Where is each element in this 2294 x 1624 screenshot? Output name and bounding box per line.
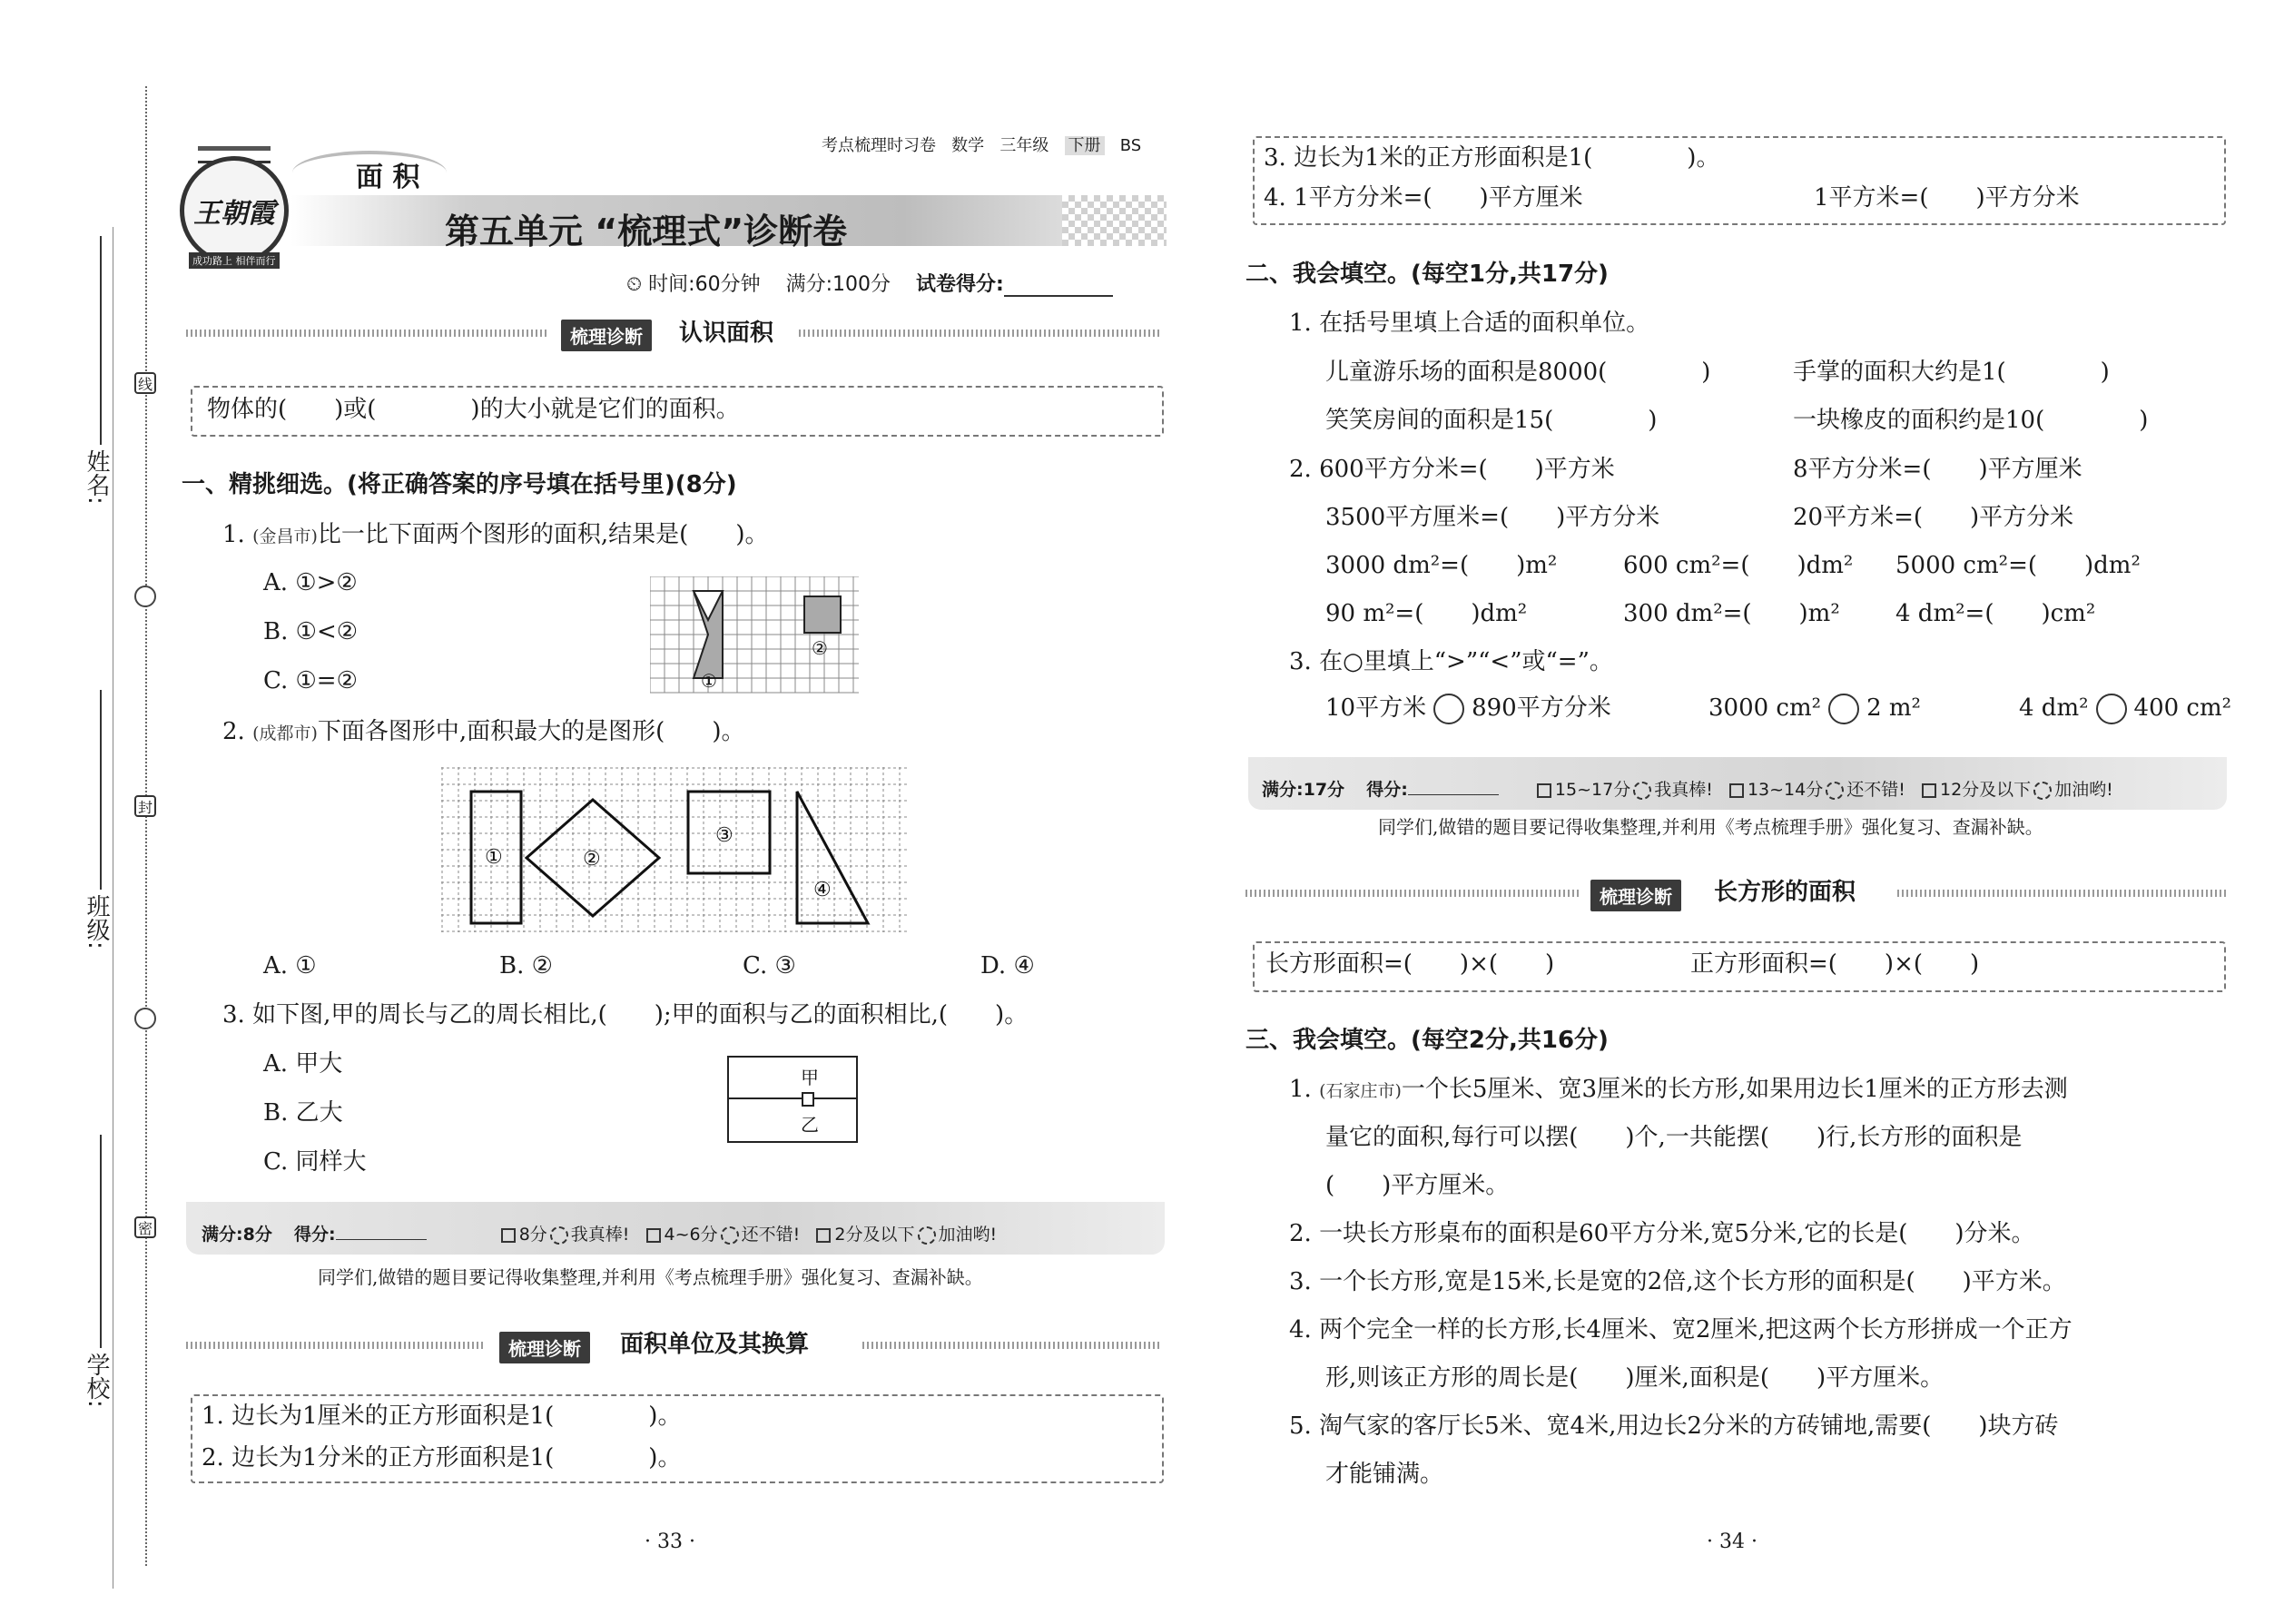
school-label: 学校: (83, 1353, 110, 1408)
p2-q2-a: 2. 600平方分米=( )平方米 (1289, 456, 1615, 483)
class-label: 班级: (83, 894, 110, 950)
page-number: · 33 · (645, 1530, 695, 1553)
score-full: 满分:8分 (202, 1225, 272, 1245)
seal-secret: 密 (134, 1216, 156, 1238)
score-level-c: 2分及以下 (834, 1225, 915, 1245)
p3-q2: 2. 一块长方形桌布的面积是60平方分米,宽5分米,它的长是( )分米。 (1289, 1220, 2035, 1247)
q3-option-b[interactable]: B. 乙大 (263, 1099, 343, 1127)
compare-a-left: 10平方米 (1325, 694, 1427, 722)
name-underline[interactable] (100, 236, 102, 445)
compare-circle[interactable] (1828, 694, 1859, 724)
logo (171, 136, 298, 272)
part2-title: 二、我会填空。(每空1分,共17分) (1245, 261, 1609, 288)
q1-grid-figure (650, 576, 859, 694)
section-rule (186, 1342, 486, 1349)
checkbox[interactable] (501, 1228, 516, 1243)
term: 下册 (1065, 136, 1105, 155)
logo-slogan (189, 252, 280, 269)
section-tag: 梳理诊断 (1590, 880, 1681, 911)
p2-q1-c: 笑笑房间的面积是15( ) (1325, 407, 1658, 434)
review-note: 同学们,做错的题目要记得收集整理,并利用《考点梳理手册》强化复习、查漏补缺。 (318, 1266, 983, 1288)
p3-q5-line1: 5. 淘气家的客厅长5米、宽4米,用边长2分米的方砖铺地,需要( )块方砖 (1289, 1412, 2059, 1440)
name-label: 姓名: (83, 449, 110, 505)
compare-c-left: 4 dm² (2019, 694, 2089, 722)
binding-margin (0, 0, 172, 1624)
p2-q3-head: 3. 在○里填上“>”“<”或“=”。 (1289, 648, 1613, 675)
school-underline[interactable] (100, 1135, 102, 1348)
binding-hole-icon (134, 586, 156, 607)
compare-b-left: 3000 cm² (1708, 694, 1822, 722)
section-rule (862, 1342, 1162, 1349)
q1-source: (金昌市) (252, 527, 318, 546)
p2-q3-a (1325, 694, 1611, 724)
q2-option-d[interactable]: D. ④ (980, 952, 1035, 979)
compare-circle[interactable] (2096, 694, 2127, 724)
part3-title: 三、我会填空。(每空2分,共16分) (1245, 1027, 1609, 1054)
score-level-b-text: 还不错! (1846, 780, 1905, 800)
figure-2-label: ② (812, 637, 828, 659)
p3-q1-line2: 量它的面积,每行可以摆( )个,一共能摆( )行,长方形的面积是 (1325, 1124, 2023, 1151)
checkbox[interactable] (816, 1228, 831, 1243)
score-band-content (202, 1221, 997, 1245)
score-level-a-text: 我真棒! (570, 1225, 630, 1245)
p2-q2-e: 3000 dm²=( )m² (1325, 552, 1558, 579)
seal-seal: 封 (134, 795, 156, 817)
figure-yi-label: 乙 (801, 1114, 819, 1136)
p3-q1-text: 一个长5厘米、宽3厘米的长方形,如果用边长1厘米的正方形去测 (1401, 1076, 2068, 1103)
figure-4-label: ④ (813, 879, 832, 901)
header-info (822, 133, 1141, 156)
p3-q4-line2: 形,则该正方形的周长是( )厘米,面积是( )平方厘米。 (1325, 1364, 1944, 1392)
score-level-b-text: 还不错! (741, 1225, 801, 1245)
compare-c-right: 400 cm² (2133, 694, 2232, 722)
clock-icon: ⏲ (626, 273, 643, 296)
part1-title: 一、精挑细选。(将正确答案的序号填在括号里)(8分) (182, 471, 737, 498)
q2-source: (成都市) (252, 723, 318, 743)
units-line-3: 3. 边长为1米的正方形面积是1( )。 (1264, 144, 1720, 172)
figure-1-label: ① (701, 670, 717, 692)
p3-q1-source: (石家庄市) (1319, 1081, 1402, 1101)
p2-q2-i: 300 dm²=( )m² (1623, 600, 1840, 627)
edition: BS (1119, 136, 1142, 155)
binding-hole-icon (134, 1008, 156, 1029)
section-rule (1897, 890, 2226, 897)
q1-option-b[interactable]: B. ①<② (263, 618, 359, 645)
p2-q2-b: 8平方分米=( )平方厘米 (1793, 456, 2082, 483)
p2-q2-f: 600 cm²=( )dm² (1623, 552, 1854, 579)
formula-square: 正方形面积=( )×( ) (1690, 950, 1980, 978)
figure-1-label: ① (485, 846, 503, 869)
compare-circle[interactable] (1433, 694, 1464, 724)
score-band-content (1262, 776, 2113, 801)
score-level-c-text: 加油哟! (2054, 780, 2113, 800)
q1-option-a[interactable]: A. ①>② (263, 569, 358, 596)
section-title: 长方形的面积 (1714, 879, 1856, 906)
smile-icon (1826, 782, 1844, 800)
page-number: · 34 · (1707, 1530, 1757, 1553)
score-label: 试卷得分: (915, 273, 1004, 296)
units-line-4b: 1平方米=( )平方分米 (1814, 184, 2080, 212)
p2-q3-c (2019, 694, 2231, 724)
q2-option-a[interactable]: A. ① (263, 952, 317, 979)
score-input[interactable] (1004, 275, 1113, 297)
p3-q1-line3: ( )平方厘米。 (1325, 1172, 1510, 1199)
score-level-c: 12分及以下 (1939, 780, 2032, 800)
p3-q4-line1: 4. 两个完全一样的长方形,长4厘米、宽2厘米,把这两个长方形拼成一个正方 (1289, 1316, 2072, 1343)
units-line-4a: 4. 1平方分米=( )平方厘米 (1264, 184, 1583, 212)
review-note: 同学们,做错的题目要记得收集整理,并利用《考点梳理手册》强化复习、查漏补缺。 (1378, 816, 2043, 838)
compare-a-right: 890平方分米 (1472, 694, 1611, 722)
smile-icon (550, 1226, 568, 1245)
p2-q3-b (1708, 694, 1921, 724)
logo-badge (180, 156, 289, 265)
logo-slogan-right: 相伴而行 (235, 255, 276, 267)
checkbox[interactable] (646, 1228, 661, 1243)
page-title: 第五单元 “梳理式”诊断卷 (445, 212, 848, 251)
q1-text: 1. (金昌市)比一比下面两个图形的面积,结果是( )。 (222, 521, 769, 548)
cheer-icon (918, 1226, 936, 1245)
checkbox[interactable] (1537, 783, 1551, 798)
q2-stem: 下面各图形中,面积最大的是图形( )。 (317, 718, 745, 745)
figure-4-triangle (797, 792, 868, 923)
p2-q2-g: 5000 cm²=( )dm² (1895, 552, 2141, 579)
q1-stem: 比一比下面两个图形的面积,结果是( )。 (317, 521, 769, 548)
concept-text: 物体的( )或( )的大小就是它们的面积。 (207, 396, 740, 423)
score-level-c-text: 加油哟! (938, 1225, 998, 1245)
p2-q1-d: 一块橡皮的面积约是10( ) (1793, 407, 2149, 434)
logo-slogan-left: 成功路上 (192, 255, 232, 267)
score-get-input[interactable] (1408, 794, 1499, 795)
q2-text: 2. (成都市)下面各图形中,面积最大的是图形( )。 (222, 718, 745, 745)
score-level-b: 13~14分 (1747, 780, 1824, 800)
checkbox[interactable] (1922, 783, 1936, 798)
series-name: 考点梳理时习卷 (822, 136, 936, 155)
score-level-a: 15~17分 (1554, 780, 1631, 800)
p2-q2-h: 90 m²=( )dm² (1325, 600, 1528, 627)
q2-option-b[interactable]: B. ② (499, 952, 553, 979)
section-title: 认识面积 (679, 320, 774, 347)
q3-figure (726, 1055, 859, 1146)
score-get-label: 得分: (1366, 780, 1408, 800)
units-line-2: 2. 边长为1分米的正方形面积是1( )。 (202, 1444, 682, 1471)
p3-q3: 3. 一个长方形,宽是15米,长是宽的2倍,这个长方形的面积是( )平方米。 (1289, 1268, 2066, 1295)
checkbox[interactable] (1729, 783, 1744, 798)
subject: 数学 (951, 136, 985, 155)
figure-2-shape (804, 596, 841, 633)
grade: 三年级 (999, 136, 1049, 155)
p2-q2-c: 3500平方厘米=( )平方分米 (1325, 504, 1660, 531)
exam-meta (626, 269, 1113, 297)
q3-option-c[interactable]: C. 同样大 (263, 1148, 367, 1176)
score-full: 满分:17分 (1262, 780, 1345, 800)
section-tag: 梳理诊断 (561, 320, 652, 351)
full-score-label: 满分:100分 (785, 273, 891, 296)
seal-line: 线 (134, 372, 156, 394)
p2-q1-b: 手掌的面积大约是1( ) (1793, 359, 2110, 386)
section-rule (1245, 890, 1581, 897)
figure-3-label: ③ (715, 824, 733, 847)
smile-icon (721, 1226, 739, 1245)
logo-text: 王朝霞 (193, 198, 275, 230)
section-tag: 梳理诊断 (499, 1332, 590, 1363)
q2-grid-figure (441, 767, 908, 932)
section-title: 面积单位及其换算 (620, 1331, 810, 1358)
q3-option-a[interactable]: A. 甲大 (263, 1050, 343, 1078)
p2-q2-d: 20平方米=( )平方分米 (1793, 504, 2074, 531)
section-rule (799, 330, 1162, 337)
compare-b-right: 2 m² (1866, 694, 1921, 722)
score-level-a-text: 我真棒! (1654, 780, 1713, 800)
p2-q1-a: 儿童游乐场的面积是8000( ) (1325, 359, 1711, 386)
time-label: 时间:60分钟 (648, 273, 761, 296)
score-get-label: 得分: (294, 1225, 336, 1245)
q1-option-c[interactable]: C. ①=② (263, 667, 358, 694)
score-level-b: 4~6分 (664, 1225, 718, 1245)
q2-option-c[interactable]: C. ③ (743, 952, 796, 979)
q3-text: 3. 如下图,甲的周长与乙的周长相比,( );甲的面积与乙的面积相比,( )。 (222, 1001, 1029, 1029)
p3-q1-line1: 1. (石家庄市)一个长5厘米、宽3厘米的长方形,如果用边长1厘米的正方形去测 (1289, 1076, 2068, 1103)
section-rule (186, 330, 549, 337)
smile-icon (1633, 782, 1651, 800)
p2-q1-head: 1. 在括号里填上合适的面积单位。 (1289, 310, 1650, 337)
p2-q2-j: 4 dm²=( )cm² (1895, 600, 2096, 627)
score-level-a: 8分 (518, 1225, 547, 1245)
p3-q5-line2: 才能铺满。 (1325, 1461, 1444, 1488)
figure-2-label: ② (583, 848, 601, 871)
chapter-name: 面 积 (356, 162, 420, 193)
formula-rectangle: 长方形面积=( )×( ) (1265, 950, 1555, 978)
figure-jia-label: 甲 (801, 1067, 819, 1088)
units-line-1: 1. 边长为1厘米的正方形面积是1( )。 (202, 1403, 682, 1430)
cheer-icon (2033, 782, 2052, 800)
class-underline[interactable] (100, 690, 102, 890)
title-band-checker (1062, 195, 1167, 246)
score-get-input[interactable] (336, 1239, 427, 1240)
binding-dotted-line (145, 86, 147, 1566)
